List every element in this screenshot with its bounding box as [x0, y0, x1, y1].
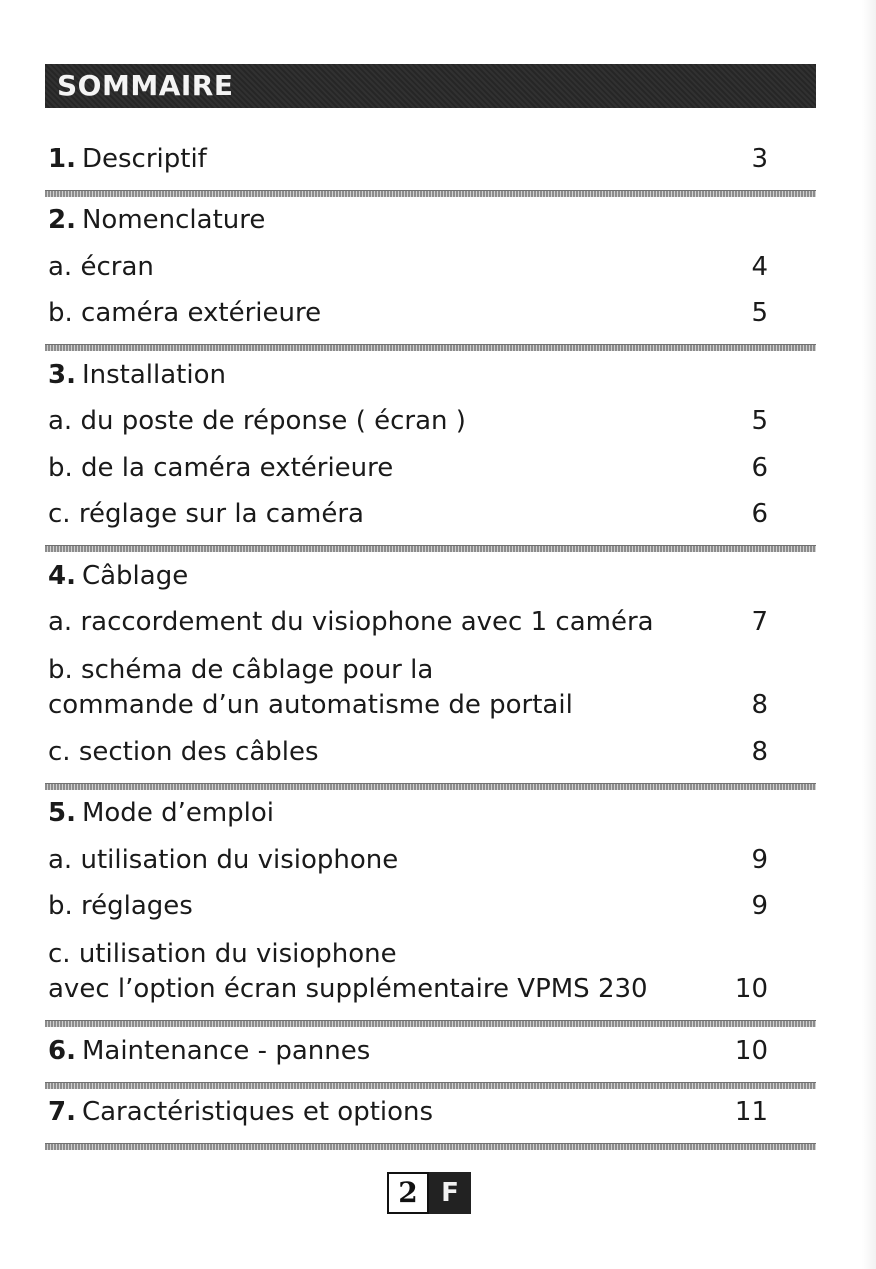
section-page-number: 3 [751, 143, 768, 174]
toc-entry[interactable] [45, 932, 816, 1015]
section-number: 2. [48, 205, 76, 235]
page-folio [387, 1172, 471, 1214]
toc-entry-page-number: 9 [751, 844, 768, 875]
toc-entry[interactable] [45, 293, 816, 340]
section-number: 7. [48, 1097, 76, 1127]
toc-section-heading[interactable] [45, 555, 816, 602]
section-number: 5. [48, 798, 76, 828]
toc-section-heading[interactable] [45, 1092, 816, 1139]
toc-entry-label [48, 451, 393, 486]
toc-entry-page-number: 8 [751, 690, 768, 720]
section-page-number: 10 [734, 1035, 768, 1066]
toc-entry-page-number: 4 [751, 251, 768, 282]
toc-entry[interactable] [45, 731, 816, 778]
toc-entry-label [48, 843, 398, 878]
toc-entry-page-number: 7 [751, 607, 768, 637]
toc-entry-label [48, 653, 708, 723]
toc-entry-line: a. utilisation du visiophone [48, 844, 399, 875]
toc-entry-line: a. écran [48, 251, 154, 282]
toc-entry-label [48, 497, 364, 532]
toc-entry-line: avec l’option écran supplémentaire VPMS 230 [48, 974, 648, 1004]
toc-entry-line: commande d’un automatisme de portail [48, 690, 573, 720]
toc-section [45, 1030, 816, 1089]
toc-entry[interactable] [45, 839, 816, 886]
table-of-contents [45, 138, 816, 1153]
toc-entry[interactable] [45, 886, 816, 933]
toc-entry-page-number: 5 [751, 298, 768, 328]
toc-entry[interactable] [45, 401, 816, 448]
section-heading-label [48, 1034, 370, 1069]
section-heading-label [48, 142, 207, 177]
section-title: Installation [81, 359, 226, 390]
toc-entry-label [48, 937, 708, 1007]
toc-entry-page-number: 6 [751, 452, 768, 483]
toc-section [45, 200, 816, 352]
toc-entry-label [48, 605, 654, 640]
toc-entry-label [48, 735, 319, 770]
section-number: 4. [48, 560, 76, 591]
toc-entry-label [48, 296, 321, 331]
page-number: 2 [387, 1172, 429, 1214]
section-page-number: 11 [734, 1097, 768, 1127]
toc-entry-label [48, 250, 154, 285]
title-bar [45, 64, 816, 108]
section-divider [45, 1020, 816, 1027]
toc-section [45, 1092, 816, 1151]
section-divider [45, 783, 816, 790]
section-divider [45, 344, 816, 351]
toc-section-heading[interactable] [45, 1030, 816, 1077]
section-divider [45, 1143, 816, 1150]
toc-entry-page-number: 6 [751, 499, 768, 529]
toc-section-heading[interactable] [45, 138, 816, 185]
toc-section-heading[interactable] [45, 200, 816, 247]
toc-entry-page-number: 8 [751, 736, 768, 767]
toc-entry-line: b. schéma de câblage pour la [48, 655, 434, 685]
page-edge-shadow [862, 0, 876, 1269]
toc-entry-line: a. raccordement du visiophone avec 1 caméra [48, 607, 654, 637]
language-badge: F [429, 1172, 471, 1214]
toc-entry[interactable] [45, 447, 816, 494]
toc-section [45, 555, 816, 790]
toc-entry[interactable] [45, 246, 816, 293]
section-number: 1. [48, 143, 76, 174]
toc-entry-label [48, 889, 193, 924]
toc-entry-line: b. réglages [48, 891, 193, 921]
toc-entry-page-number: 10 [734, 974, 768, 1004]
section-title: Nomenclature [81, 205, 266, 235]
toc-entry[interactable] [45, 494, 816, 541]
section-title: Câblage [81, 560, 189, 591]
section-number: 6. [48, 1035, 76, 1066]
toc-section-heading[interactable] [45, 354, 816, 401]
section-heading-label [48, 358, 226, 393]
toc-entry-line: b. caméra extérieure [48, 298, 322, 328]
toc-entry[interactable] [45, 602, 816, 649]
toc-section [45, 793, 816, 1028]
toc-section [45, 138, 816, 197]
section-title: Mode d’emploi [81, 798, 275, 828]
toc-entry-label [48, 404, 466, 439]
section-divider [45, 545, 816, 552]
section-heading-label [48, 796, 274, 831]
section-title: Maintenance - pannes [81, 1035, 371, 1066]
toc-entry-line: c. utilisation du visiophone [48, 939, 397, 969]
toc-entry-page-number: 5 [751, 406, 768, 436]
toc-entry-line: c. section des câbles [48, 736, 319, 767]
section-heading-label [48, 559, 188, 594]
toc-section-heading[interactable] [45, 793, 816, 840]
toc-section [45, 354, 816, 552]
toc-entry-line: c. réglage sur la caméra [48, 499, 364, 529]
section-divider [45, 1082, 816, 1089]
toc-entry-page-number: 9 [751, 891, 768, 921]
toc-entry[interactable] [45, 648, 816, 731]
section-title: Caractéristiques et options [81, 1097, 434, 1127]
section-divider [45, 190, 816, 197]
section-title: Descriptif [81, 143, 207, 174]
toc-entry-line: a. du poste de réponse ( écran ) [48, 406, 466, 436]
section-heading-label [48, 1095, 433, 1130]
section-heading-label [48, 203, 265, 238]
toc-entry-line: b. de la caméra extérieure [48, 452, 394, 483]
section-number: 3. [48, 359, 76, 390]
page-title: SOMMAIRE [57, 69, 234, 102]
